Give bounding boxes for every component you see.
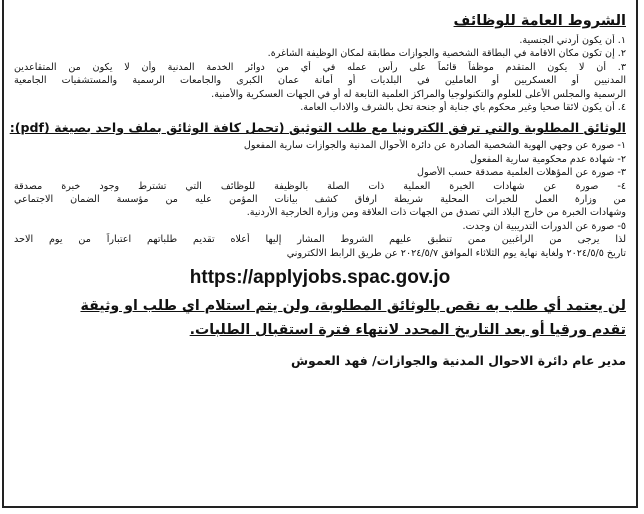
document-experience-line-1: ٤- صورة عن شهادات الخبرة العملية ذات الصلة بالوظيفة للوظائف التي تشترط وجود خبرة مصدقة <box>14 180 626 192</box>
document-experience-line-2: من وزارة العمل للخبرات المحلية شريطة ارفاق كشف بيانات المؤمن عليه من مؤسسة الضمان الاجتماعي <box>14 194 626 206</box>
document-training-courses: ٥- صورة عن الدورات التدريبية ان وجدت. <box>462 220 626 232</box>
announcement-document <box>2 0 638 508</box>
required-documents-heading: الوثائق المطلوبة والتي ترفق الكترونيا مع طلب التوثيق (تحمل كافة الوثائق بملف واحد بصيغة (pdf): <box>9 120 626 136</box>
document-no-conviction: ٢- شهادة عدم محكومية سارية المفعول <box>470 153 626 165</box>
condition-employment-line-1: ٣. أن لا يكون المتقدم موظفاً قائماً على رأس عمله في أي من دوائر الخدمة المدنية وأن لا يكون من المتقاعدين <box>14 61 626 73</box>
document-id-card: ١- صورة عن وجهي الهوية الشخصية الصادرة عن دائرة الأحوال المدنية والجوازات سارية المفعول <box>243 140 626 152</box>
document-qualifications: ٣- صورة عن المؤهلات العلمية مصدقة حسب الأصول <box>417 167 626 179</box>
application-link[interactable]: https://applyjobs.spac.gov.jo <box>189 267 451 289</box>
application-period-line-2: تاريخ ٢٠٢٤/٥/٥ ولغاية نهاية يوم الثلاثاء الموافق ٢٠٢٤/٥/٧ عن طريق الرابط الالكتروني <box>286 247 626 259</box>
condition-residence: ٢. إن تكون مكان الاقامة في البطاقة الشخصية والجوازات مطابقة لمكان الوظيفة الشاغرة. <box>267 48 626 60</box>
warning-line-2: تقدم ورقيا أو بعد التاريخ المحدد لانتهاء فترة استقبال الطلبات. <box>189 322 626 339</box>
document-experience-line-3: وشهادات الخبرة من خارج البلاد التي تصدق من الجهات ذات العلاقة ومن وزارة الخارجية الأردنية. <box>246 207 626 219</box>
condition-nationality: ١. أن يكون أردني الجنسية. <box>519 35 626 46</box>
warning-line-1: لن يعتمد أي طلب به نقص بالوثائق المطلوبة، ولن يتم استلام اي طلب او وثيقة <box>80 298 626 315</box>
condition-fitness: ٤. أن يكون لائقا صحيا وغير محكوم باي جناية أو جنحة تخل بالشرف والاداب العامة. <box>300 102 626 114</box>
application-period-line-1: لذا يرجى من الراغبين ممن تنطبق عليهم الشروط المشار إليها أعلاه تقديم طلباتهم اعتباراً من يوم الاحد <box>14 234 626 246</box>
signature: مدير عام دائرة الاحوال المدنية والجوازات/ فهد العموش <box>290 353 626 369</box>
general-conditions-heading: الشروط العامة للوظائف <box>453 13 626 29</box>
condition-employment-line-2: المدنيين أو العسكريين أو العاملين في البلديات أو أمانة عمان الكبرى والجامعات الرسمية والمستشفيات الجامعية <box>14 75 626 87</box>
condition-employment-line-3: الرسمية والمجلس الأعلى للعلوم والتكنولوجيا والمراكز العلمية التابعة له أو في الجهات العسكرية والأمنية. <box>211 88 626 100</box>
